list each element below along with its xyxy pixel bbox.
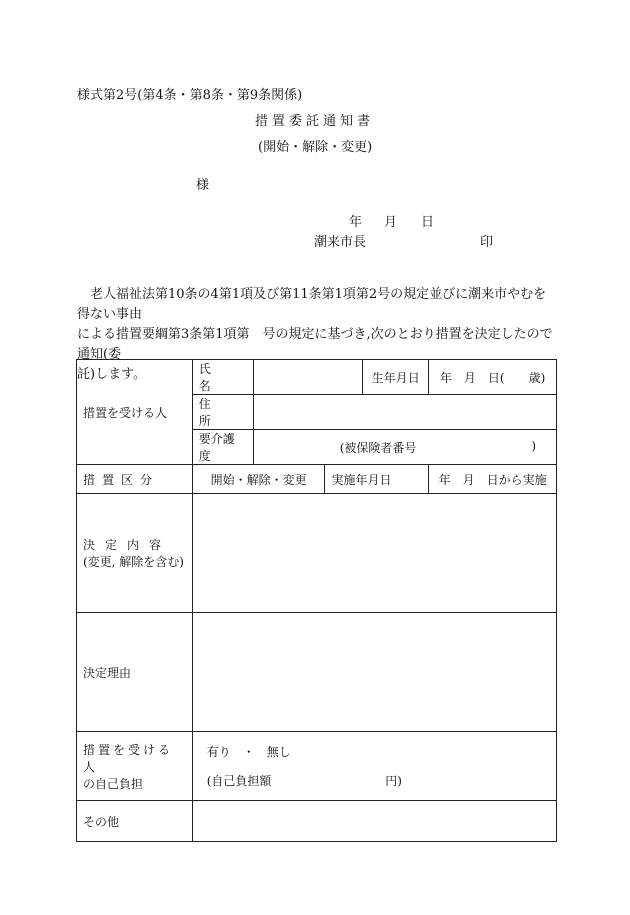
start-date-field[interactable]: 年 月 日から実施 — [429, 465, 557, 494]
reason-label: 決定理由 — [77, 613, 193, 732]
category-label: 措置区分 — [77, 465, 193, 494]
name-field[interactable] — [253, 360, 363, 395]
other-field[interactable] — [192, 801, 556, 842]
other-label: その他 — [77, 801, 193, 842]
start-date-label: 実施年月日 — [325, 465, 429, 494]
burden-field[interactable] — [192, 732, 556, 801]
decision-field[interactable] — [192, 494, 556, 613]
category-field[interactable]: 開始・解除・変更 — [192, 465, 325, 494]
seal-mark: 印 — [480, 235, 494, 250]
birth-date-label: 生年月日 — [363, 360, 429, 395]
body-line: による措置要綱第3条第1項第 号の規定に基づき,次のとおり措置を決定したので通知(委 — [77, 327, 553, 362]
document-subtitle: (開始・解除・変更) — [258, 140, 373, 155]
care-level-label: 要介護度 — [192, 430, 253, 465]
measure-table — [76, 359, 557, 842]
burden-option: 有り ・ 無し — [206, 745, 291, 759]
name-label: 氏 名 — [192, 360, 253, 395]
person-label: 措置を受ける人 — [77, 360, 193, 465]
birth-date-field[interactable]: 年 月 日( 歳) — [429, 360, 557, 395]
sender-mayor: 潮来市長 — [314, 235, 367, 250]
address-field[interactable] — [253, 395, 556, 430]
reason-field[interactable] — [192, 613, 556, 732]
date-day: 日 — [421, 215, 435, 230]
addressee-honorific: 様 — [196, 178, 210, 193]
burden-amount: (自己負担額 円) — [206, 774, 402, 788]
burden-label: 措置を受ける人 の自己負担 — [77, 732, 193, 801]
decision-label: 決定内容 (変更, 解除を含む) — [77, 494, 193, 613]
form-number: 様式第2号(第4条・第8条・第9条関係) — [77, 88, 303, 103]
body-line: 託)します。 — [77, 367, 147, 382]
insured-open: (被保険者番号 — [339, 440, 417, 455]
insured-close: ) — [531, 438, 536, 453]
address-label: 住 所 — [192, 395, 253, 430]
date-year: 年 — [349, 215, 363, 230]
document-title: 措置委託通知書 — [255, 114, 375, 129]
insured-number-field[interactable] — [253, 430, 556, 465]
date-month: 月 — [384, 215, 398, 230]
body-line: 老人福祉法第10条の4第1項及び第11条第1項第2号の規定並びに潮来市やむを得ない事由 — [77, 287, 547, 322]
